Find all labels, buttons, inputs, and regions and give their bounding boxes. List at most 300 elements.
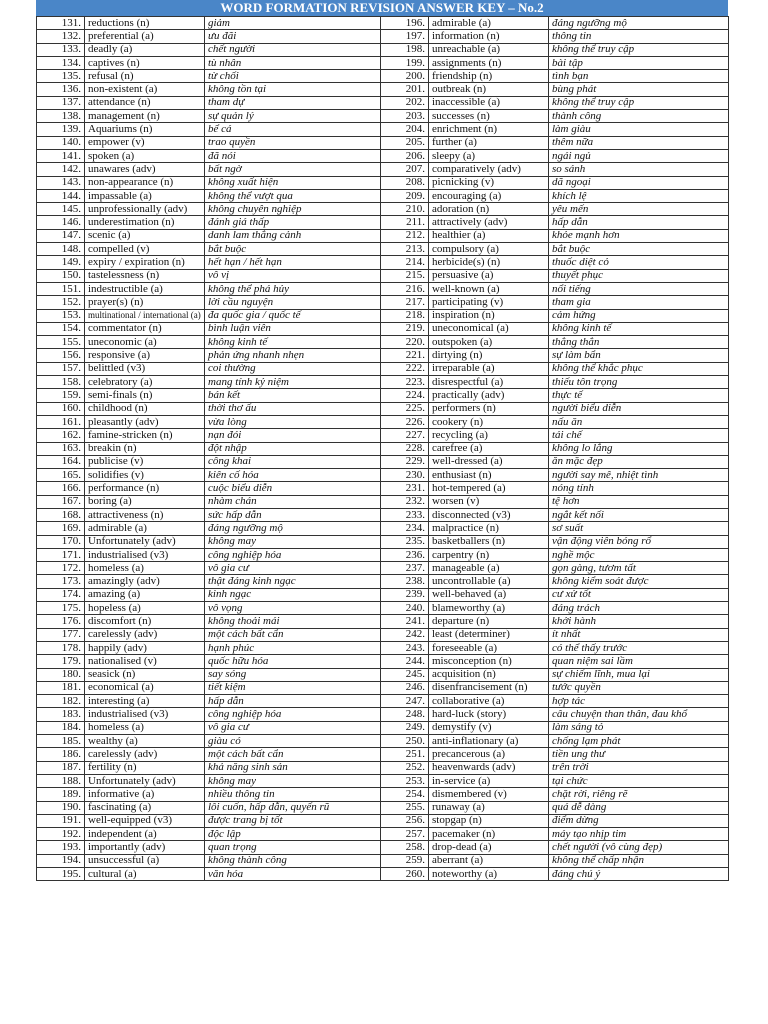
right-entry-meaning: khỏe mạnh hơn	[549, 229, 729, 242]
left-entry-meaning: một cách bất cẩn	[205, 628, 381, 641]
left-entry-number: 158.	[37, 376, 85, 389]
right-entry-meaning: tham gia	[549, 296, 729, 309]
left-entry-number: 174.	[37, 588, 85, 601]
right-entry-word: drop-dead (a)	[429, 841, 549, 854]
left-entry-meaning: hết hạn / hết hạn	[205, 256, 381, 269]
left-entry-number: 188.	[37, 774, 85, 787]
left-entry-meaning: không chuyên nghiệp	[205, 203, 381, 216]
table-row	[37, 17, 729, 30]
right-entry-word: attractively (adv)	[429, 216, 549, 229]
left-entry-number: 142.	[37, 163, 85, 176]
left-entry-meaning: phản ứng nhanh nhẹn	[205, 349, 381, 362]
left-entry-meaning: đột nhập	[205, 442, 381, 455]
left-entry-word: boring (a)	[85, 495, 205, 508]
right-entry-word: noteworthy (a)	[429, 868, 549, 881]
left-entry-number: 146.	[37, 216, 85, 229]
right-entry-number: 208.	[381, 176, 429, 189]
right-entry-number: 246.	[381, 681, 429, 694]
left-entry-meaning: thời thơ ấu	[205, 402, 381, 415]
right-entry-number: 214.	[381, 256, 429, 269]
right-entry-number: 251.	[381, 748, 429, 761]
right-entry-meaning: không kiểm soát được	[549, 575, 729, 588]
table-row	[37, 522, 729, 535]
right-entry-number: 204.	[381, 123, 429, 136]
right-entry-number: 230.	[381, 469, 429, 482]
right-entry-meaning: không thể khắc phục	[549, 362, 729, 375]
left-entry-meaning: từ chối	[205, 70, 381, 83]
right-entry-number: 200.	[381, 70, 429, 83]
table-row	[37, 43, 729, 56]
left-entry-word: publicise (v)	[85, 455, 205, 468]
right-entry-word: information (n)	[429, 30, 549, 43]
right-entry-meaning: quan niệm sai lầm	[549, 655, 729, 668]
left-entry-number: 190.	[37, 801, 85, 814]
right-entry-meaning: thiếu tôn trọng	[549, 376, 729, 389]
right-entry-word: least (determiner)	[429, 628, 549, 641]
left-entry-word: tastelessness (n)	[85, 269, 205, 282]
left-entry-meaning: thật đáng kinh ngạc	[205, 575, 381, 588]
right-entry-number: 242.	[381, 628, 429, 641]
table-row	[37, 149, 729, 162]
right-entry-meaning: sự chiếm lĩnh, mua lại	[549, 668, 729, 681]
right-entry-meaning: tệ hơn	[549, 495, 729, 508]
left-entry-meaning: giàu có	[205, 735, 381, 748]
left-entry-word: unawares (adv)	[85, 163, 205, 176]
right-entry-meaning: so sánh	[549, 163, 729, 176]
right-entry-number: 248.	[381, 708, 429, 721]
left-entry-meaning: chết người	[205, 43, 381, 56]
right-entry-word: uneconomical (a)	[429, 322, 549, 335]
left-entry-word: admirable (a)	[85, 522, 205, 535]
table-row	[37, 748, 729, 761]
right-entry-word: inspiration (n)	[429, 309, 549, 322]
right-entry-meaning: khởi hành	[549, 615, 729, 628]
left-entry-meaning: danh lam thắng cảnh	[205, 229, 381, 242]
right-entry-word: dirtying (n)	[429, 349, 549, 362]
left-entry-word: attractiveness (n)	[85, 508, 205, 521]
right-entry-word: anti-inflationary (a)	[429, 735, 549, 748]
table-row	[37, 655, 729, 668]
right-entry-word: successes (n)	[429, 110, 549, 123]
right-entry-number: 210.	[381, 203, 429, 216]
left-entry-meaning: không thành công	[205, 854, 381, 867]
table-row	[37, 442, 729, 455]
right-entry-word: runaway (a)	[429, 801, 549, 814]
left-entry-number: 163.	[37, 442, 85, 455]
right-entry-meaning: gọn gàng, tươm tất	[549, 562, 729, 575]
left-entry-meaning: một cách bất cẩn	[205, 748, 381, 761]
left-entry-number: 177.	[37, 628, 85, 641]
right-entry-word: aberrant (a)	[429, 854, 549, 867]
right-entry-meaning: tước quyền	[549, 681, 729, 694]
left-entry-number: 152.	[37, 296, 85, 309]
left-entry-number: 155.	[37, 336, 85, 349]
left-entry-word: fertility (n)	[85, 761, 205, 774]
left-entry-word: amazingly (adv)	[85, 575, 205, 588]
left-entry-word: carelessly (adv)	[85, 748, 205, 761]
left-entry-number: 144.	[37, 189, 85, 202]
left-entry-meaning: coi thường	[205, 362, 381, 375]
right-entry-word: picnicking (v)	[429, 176, 549, 189]
right-entry-number: 260.	[381, 868, 429, 881]
right-entry-meaning: máy tạo nhịp tim	[549, 828, 729, 841]
right-entry-word: carefree (a)	[429, 442, 549, 455]
left-entry-number: 157.	[37, 362, 85, 375]
right-entry-word: disrespectful (a)	[429, 376, 549, 389]
right-entry-number: 247.	[381, 695, 429, 708]
right-entry-number: 212.	[381, 229, 429, 242]
right-entry-meaning: điểm dừng	[549, 814, 729, 827]
left-entry-word: cultural (a)	[85, 868, 205, 881]
left-entry-number: 183.	[37, 708, 85, 721]
left-entry-meaning: tham dự	[205, 96, 381, 109]
right-entry-number: 236.	[381, 548, 429, 561]
left-entry-number: 192.	[37, 828, 85, 841]
table-row	[37, 296, 729, 309]
right-entry-word: herbicide(s) (n)	[429, 256, 549, 269]
left-entry-meaning: không kinh tế	[205, 336, 381, 349]
right-entry-number: 224.	[381, 389, 429, 402]
left-entry-number: 189.	[37, 788, 85, 801]
left-entry-meaning: đáng ngưỡng mộ	[205, 522, 381, 535]
right-entry-meaning: đáng chú ý	[549, 868, 729, 881]
left-entry-number: 154.	[37, 322, 85, 335]
right-entry-word: carpentry (n)	[429, 548, 549, 561]
page-title: WORD FORMATION REVISION ANSWER KEY – No.2	[36, 0, 728, 16]
left-entry-word: discomfort (n)	[85, 615, 205, 628]
right-entry-word: comparatively (adv)	[429, 163, 549, 176]
right-entry-number: 222.	[381, 362, 429, 375]
left-entry-word: informative (a)	[85, 788, 205, 801]
left-entry-number: 151.	[37, 282, 85, 295]
right-entry-number: 207.	[381, 163, 429, 176]
right-entry-number: 226.	[381, 415, 429, 428]
left-entry-number: 191.	[37, 814, 85, 827]
table-row	[37, 189, 729, 202]
table-row	[37, 176, 729, 189]
left-entry-number: 149.	[37, 256, 85, 269]
right-entry-word: dismembered (v)	[429, 788, 549, 801]
left-entry-number: 176.	[37, 615, 85, 628]
table-row	[37, 415, 729, 428]
left-entry-word: Unfortunately (adv)	[85, 535, 205, 548]
left-entry-number: 136.	[37, 83, 85, 96]
left-entry-meaning: cuộc biểu diễn	[205, 482, 381, 495]
left-entry-word: importantly (adv)	[85, 841, 205, 854]
table-row	[37, 735, 729, 748]
table-row	[37, 56, 729, 69]
table-row	[37, 163, 729, 176]
right-entry-number: 233.	[381, 508, 429, 521]
right-entry-meaning: không thể truy cập	[549, 96, 729, 109]
table-row	[37, 482, 729, 495]
right-entry-word: enthusiast (n)	[429, 469, 549, 482]
right-entry-meaning: người say mê, nhiệt tình	[549, 469, 729, 482]
left-entry-meaning: kinh ngạc	[205, 588, 381, 601]
left-entry-number: 175.	[37, 602, 85, 615]
right-entry-word: departure (n)	[429, 615, 549, 628]
right-entry-number: 225.	[381, 402, 429, 415]
table-row	[37, 854, 729, 867]
left-entry-meaning: bán kết	[205, 389, 381, 402]
table-row	[37, 628, 729, 641]
table-row	[37, 282, 729, 295]
left-entry-number: 169.	[37, 522, 85, 535]
right-entry-meaning: thực tế	[549, 389, 729, 402]
left-entry-meaning: không thoải mái	[205, 615, 381, 628]
table-row	[37, 110, 729, 123]
right-entry-number: 255.	[381, 801, 429, 814]
left-entry-number: 178.	[37, 641, 85, 654]
left-entry-word: homeless (a)	[85, 721, 205, 734]
table-row	[37, 123, 729, 136]
left-entry-meaning: đánh giá thấp	[205, 216, 381, 229]
left-entry-word: prayer(s) (n)	[85, 296, 205, 309]
right-entry-number: 243.	[381, 641, 429, 654]
right-entry-word: friendship (n)	[429, 70, 549, 83]
right-entry-number: 211.	[381, 216, 429, 229]
left-entry-word: amazing (a)	[85, 588, 205, 601]
right-entry-meaning: đáng ngưỡng mộ	[549, 17, 729, 30]
table-row	[37, 322, 729, 335]
left-entry-meaning: sức hấp dẫn	[205, 508, 381, 521]
right-entry-number: 257.	[381, 828, 429, 841]
right-entry-meaning: cư xử tốt	[549, 588, 729, 601]
right-entry-word: disenfrancisement (n)	[429, 681, 549, 694]
right-entry-number: 220.	[381, 336, 429, 349]
left-entry-number: 150.	[37, 269, 85, 282]
left-entry-meaning: lời cầu nguyện	[205, 296, 381, 309]
right-entry-word: hard-luck (story)	[429, 708, 549, 721]
table-row	[37, 695, 729, 708]
right-entry-number: 232.	[381, 495, 429, 508]
right-entry-word: admirable (a)	[429, 17, 549, 30]
right-entry-meaning: người biểu diễn	[549, 402, 729, 415]
right-entry-meaning: hấp dẫn	[549, 216, 729, 229]
left-entry-number: 153.	[37, 309, 85, 322]
right-entry-meaning: tái chế	[549, 429, 729, 442]
left-entry-word: independent (a)	[85, 828, 205, 841]
left-entry-number: 172.	[37, 562, 85, 575]
right-entry-number: 219.	[381, 322, 429, 335]
right-entry-word: collaborative (a)	[429, 695, 549, 708]
left-entry-number: 166.	[37, 482, 85, 495]
table-row	[37, 761, 729, 774]
left-entry-meaning: vừa lòng	[205, 415, 381, 428]
left-entry-word: economical (a)	[85, 681, 205, 694]
left-entry-word: expiry / expiration (n)	[85, 256, 205, 269]
left-entry-meaning: công khai	[205, 455, 381, 468]
left-entry-number: 170.	[37, 535, 85, 548]
table-row	[37, 788, 729, 801]
left-entry-word: belittled (v3)	[85, 362, 205, 375]
left-entry-meaning: không may	[205, 535, 381, 548]
table-row	[37, 429, 729, 442]
table-row	[37, 721, 729, 734]
right-entry-word: practically (adv)	[429, 389, 549, 402]
left-entry-word: impassable (a)	[85, 189, 205, 202]
left-entry-word: performance (n)	[85, 482, 205, 495]
left-entry-meaning: không tồn tại	[205, 83, 381, 96]
right-entry-word: encouraging (a)	[429, 189, 549, 202]
left-entry-word: unsuccessful (a)	[85, 854, 205, 867]
right-entry-number: 239.	[381, 588, 429, 601]
right-entry-number: 201.	[381, 83, 429, 96]
right-entry-number: 227.	[381, 429, 429, 442]
table-row	[37, 229, 729, 242]
left-entry-meaning: văn hóa	[205, 868, 381, 881]
right-entry-word: adoration (n)	[429, 203, 549, 216]
right-entry-meaning: câu chuyện than thân, đau khổ	[549, 708, 729, 721]
right-entry-word: irreparable (a)	[429, 362, 549, 375]
right-entry-word: stopgap (n)	[429, 814, 549, 827]
right-entry-meaning: nấu ăn	[549, 415, 729, 428]
right-entry-meaning: ăn mặc đẹp	[549, 455, 729, 468]
right-entry-number: 238.	[381, 575, 429, 588]
left-entry-number: 195.	[37, 868, 85, 881]
left-entry-meaning: hạnh phúc	[205, 641, 381, 654]
left-entry-word: scenic (a)	[85, 229, 205, 242]
right-entry-word: hot-tempered (a)	[429, 482, 549, 495]
right-entry-meaning: sơ suất	[549, 522, 729, 535]
table-row	[37, 508, 729, 521]
right-entry-meaning: không kinh tế	[549, 322, 729, 335]
left-entry-number: 161.	[37, 415, 85, 428]
left-entry-word: Aquariums (n)	[85, 123, 205, 136]
left-entry-word: Unfortunately (adv)	[85, 774, 205, 787]
right-entry-word: malpractice (n)	[429, 522, 549, 535]
left-entry-word: carelessly (adv)	[85, 628, 205, 641]
right-entry-number: 258.	[381, 841, 429, 854]
right-entry-number: 241.	[381, 615, 429, 628]
left-entry-meaning: giảm	[205, 17, 381, 30]
left-entry-meaning: vô vọng	[205, 602, 381, 615]
table-row	[37, 828, 729, 841]
table-row	[37, 602, 729, 615]
right-entry-meaning: bắt buộc	[549, 243, 729, 256]
table-row	[37, 708, 729, 721]
left-entry-word: celebratory (a)	[85, 376, 205, 389]
table-row	[37, 668, 729, 681]
right-entry-number: 234.	[381, 522, 429, 535]
right-entry-meaning: chặt rời, riêng rẽ	[549, 788, 729, 801]
right-entry-meaning: thông tin	[549, 30, 729, 43]
left-entry-meaning: công nghiệp hóa	[205, 708, 381, 721]
right-entry-meaning: đáng trách	[549, 602, 729, 615]
right-entry-number: 217.	[381, 296, 429, 309]
right-entry-word: heavenwards (adv)	[429, 761, 549, 774]
right-entry-number: 203.	[381, 110, 429, 123]
right-entry-number: 196.	[381, 17, 429, 30]
right-entry-word: well-dressed (a)	[429, 455, 549, 468]
table-row	[37, 309, 729, 322]
left-entry-number: 138.	[37, 110, 85, 123]
left-entry-word: industrialised (v3)	[85, 708, 205, 721]
right-entry-meaning: tại chức	[549, 774, 729, 787]
left-entry-word: unprofessionally (adv)	[85, 203, 205, 216]
right-entry-word: demystify (v)	[429, 721, 549, 734]
left-entry-meaning: trao quyền	[205, 136, 381, 149]
left-entry-number: 145.	[37, 203, 85, 216]
left-entry-word: solidifies (v)	[85, 469, 205, 482]
right-entry-number: 254.	[381, 788, 429, 801]
right-entry-word: assignments (n)	[429, 56, 549, 69]
left-entry-word: preferential (a)	[85, 30, 205, 43]
right-entry-meaning: thẳng thắn	[549, 336, 729, 349]
left-entry-number: 165.	[37, 469, 85, 482]
left-entry-word: wealthy (a)	[85, 735, 205, 748]
answer-table	[36, 16, 729, 881]
right-entry-number: 240.	[381, 602, 429, 615]
left-entry-meaning: không may	[205, 774, 381, 787]
right-entry-word: pacemaker (n)	[429, 828, 549, 841]
table-row	[37, 575, 729, 588]
right-entry-number: 218.	[381, 309, 429, 322]
left-entry-number: 160.	[37, 402, 85, 415]
left-entry-number: 141.	[37, 149, 85, 162]
left-entry-number: 131.	[37, 17, 85, 30]
left-entry-word: refusal (n)	[85, 70, 205, 83]
right-entry-word: well-known (a)	[429, 282, 549, 295]
table-row	[37, 841, 729, 854]
right-entry-number: 216.	[381, 282, 429, 295]
left-entry-word: compelled (v)	[85, 243, 205, 256]
table-row	[37, 615, 729, 628]
table-row	[37, 349, 729, 362]
table-row	[37, 455, 729, 468]
table-row	[37, 336, 729, 349]
right-entry-number: 256.	[381, 814, 429, 827]
right-entry-meaning: ngái ngủ	[549, 149, 729, 162]
left-entry-word: well-equipped (v3)	[85, 814, 205, 827]
right-entry-number: 205.	[381, 136, 429, 149]
right-entry-word: participating (v)	[429, 296, 549, 309]
table-row	[37, 774, 729, 787]
right-entry-number: 228.	[381, 442, 429, 455]
left-entry-word: seasick (n)	[85, 668, 205, 681]
left-entry-meaning: không thể phá hủy	[205, 282, 381, 295]
left-entry-number: 164.	[37, 455, 85, 468]
left-entry-meaning: tù nhân	[205, 56, 381, 69]
left-entry-word: responsive (a)	[85, 349, 205, 362]
left-entry-word: deadly (a)	[85, 43, 205, 56]
left-entry-meaning: bất ngờ	[205, 163, 381, 176]
right-entry-word: disconnected (v3)	[429, 508, 549, 521]
table-row	[37, 256, 729, 269]
right-entry-meaning: thuốc diệt cỏ	[549, 256, 729, 269]
table-row	[37, 402, 729, 415]
right-entry-meaning: thành công	[549, 110, 729, 123]
right-entry-number: 206.	[381, 149, 429, 162]
left-entry-word: non-existent (a)	[85, 83, 205, 96]
table-row	[37, 376, 729, 389]
left-entry-meaning: mang tính kỷ niệm	[205, 376, 381, 389]
left-entry-meaning: công nghiệp hóa	[205, 548, 381, 561]
left-entry-word: famine-stricken (n)	[85, 429, 205, 442]
right-entry-number: 229.	[381, 455, 429, 468]
right-entry-meaning: chống lạm phát	[549, 735, 729, 748]
table-row	[37, 588, 729, 601]
right-entry-meaning: không thể truy cập	[549, 43, 729, 56]
right-entry-meaning: chết người (vô cùng đẹp)	[549, 841, 729, 854]
left-entry-meaning: lôi cuốn, hấp dẫn, quyến rũ	[205, 801, 381, 814]
table-row	[37, 216, 729, 229]
right-entry-number: 213.	[381, 243, 429, 256]
right-entry-word: basketballers (n)	[429, 535, 549, 548]
right-entry-number: 223.	[381, 376, 429, 389]
table-row	[37, 70, 729, 83]
left-entry-meaning: khả năng sinh sản	[205, 761, 381, 774]
